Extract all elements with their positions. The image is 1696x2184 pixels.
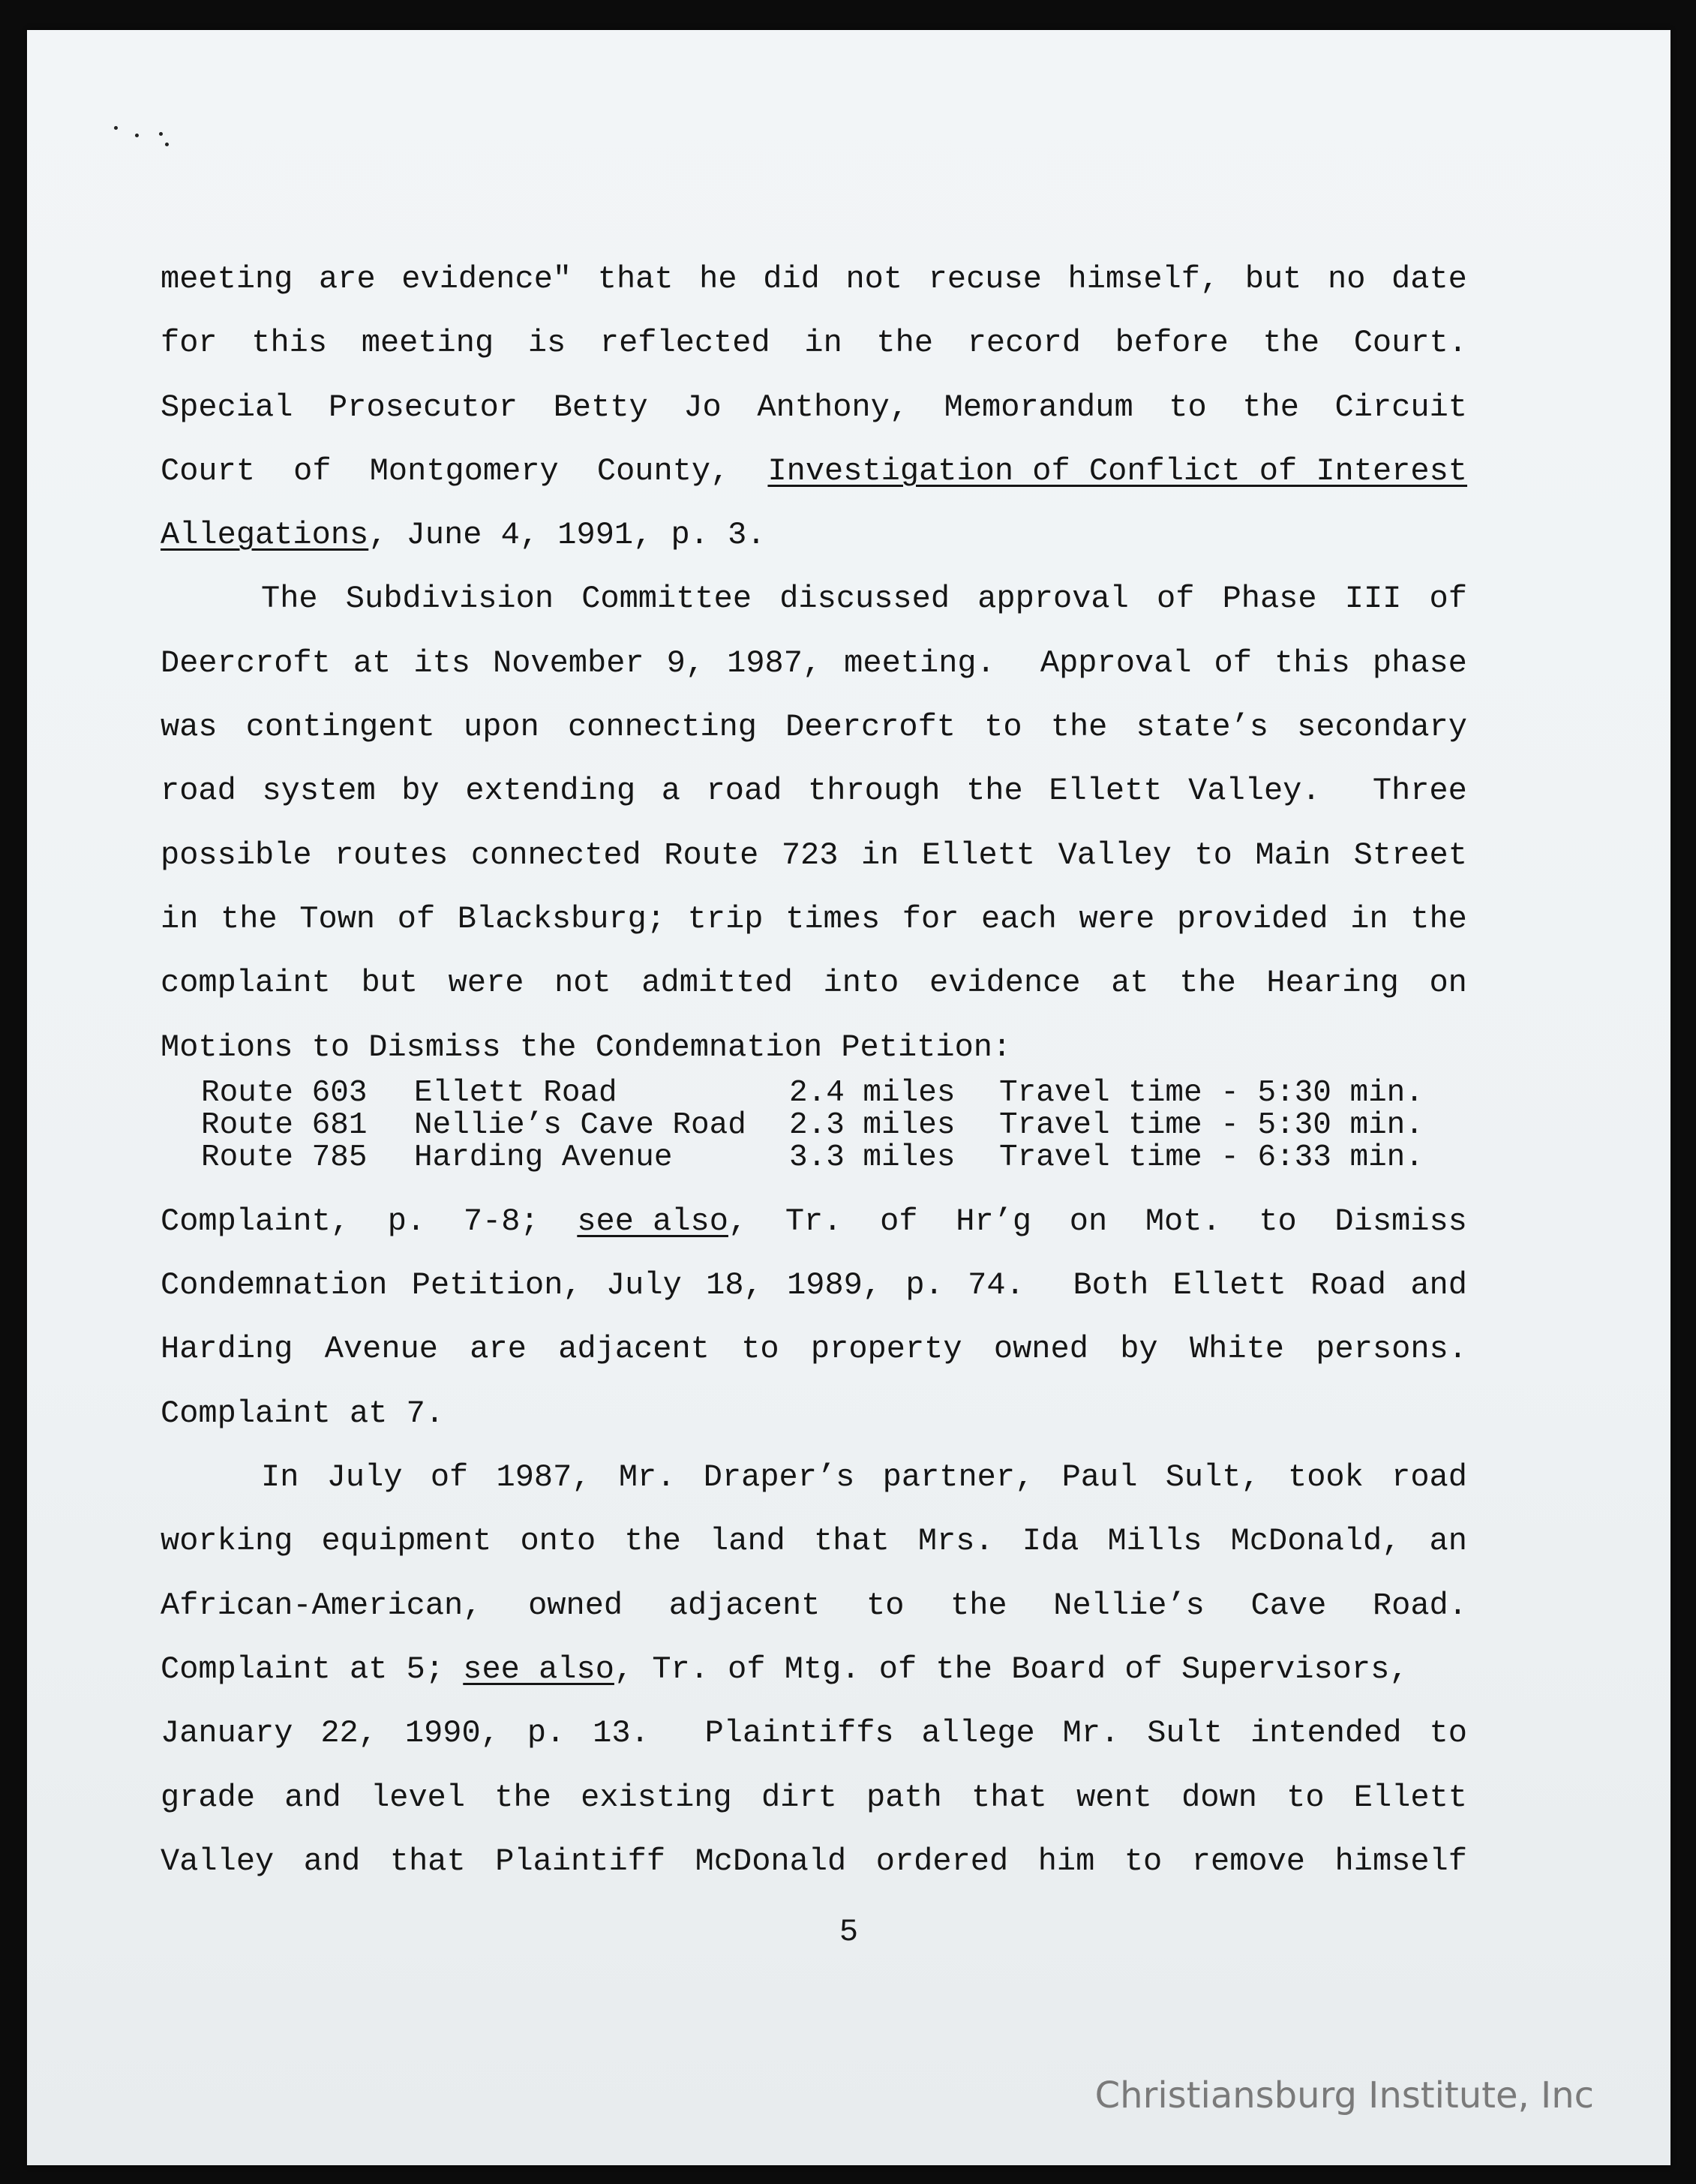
word: p. bbox=[387, 1203, 426, 1239]
word: road bbox=[706, 773, 782, 810]
word: but bbox=[361, 965, 419, 1002]
word: road bbox=[161, 773, 236, 810]
word: Mr. bbox=[618, 1459, 676, 1496]
word: contingent bbox=[245, 709, 435, 746]
word: Main bbox=[1255, 837, 1331, 873]
word: Mrs. bbox=[917, 1523, 994, 1560]
word: date bbox=[1391, 261, 1467, 297]
word: each bbox=[981, 900, 1057, 937]
word: July bbox=[326, 1459, 403, 1496]
word: to bbox=[1429, 1715, 1467, 1752]
word: Committee bbox=[581, 581, 752, 617]
text-line bbox=[161, 824, 1467, 888]
word: discussed bbox=[779, 581, 950, 617]
word: land bbox=[710, 1523, 785, 1560]
word: remove bbox=[1191, 1843, 1306, 1879]
word: III bbox=[1344, 581, 1402, 617]
word: owned bbox=[528, 1587, 623, 1624]
text-line bbox=[161, 632, 1467, 695]
word: see also bbox=[577, 1203, 728, 1239]
word: and bbox=[1410, 1267, 1467, 1304]
word: to bbox=[866, 1587, 905, 1624]
word: of bbox=[1429, 581, 1467, 617]
word: through bbox=[808, 773, 941, 810]
word: Anthony, bbox=[757, 389, 909, 425]
word: Deercroft bbox=[785, 709, 956, 746]
word: path bbox=[866, 1779, 942, 1816]
route-distance: 2.4 miles bbox=[789, 1075, 956, 1110]
route-distance: 2.3 miles bbox=[789, 1107, 956, 1143]
word: phase bbox=[1372, 644, 1467, 681]
word: see also bbox=[463, 1651, 614, 1687]
scan-specks bbox=[87, 90, 237, 150]
text-line bbox=[161, 567, 1467, 631]
word: White bbox=[1189, 1331, 1284, 1368]
word: in bbox=[1350, 900, 1388, 937]
word: African-American, bbox=[161, 1587, 482, 1624]
word: he bbox=[699, 261, 737, 297]
word: Paul bbox=[1061, 1459, 1138, 1496]
word: The bbox=[261, 581, 318, 617]
route-row bbox=[201, 1107, 1467, 1143]
word: of bbox=[397, 900, 436, 937]
word: meeting. bbox=[844, 644, 995, 681]
word: Town bbox=[299, 900, 376, 937]
word: p. bbox=[527, 1715, 566, 1752]
word: an bbox=[1429, 1523, 1467, 1560]
route-name: Ellett Road bbox=[414, 1075, 617, 1110]
word: level bbox=[371, 1779, 466, 1816]
word: meeting bbox=[361, 325, 494, 362]
word: connected bbox=[470, 837, 641, 873]
word: its bbox=[413, 644, 470, 681]
word: Blacksburg; bbox=[457, 900, 666, 937]
word: possible bbox=[161, 837, 312, 873]
word: Special bbox=[161, 389, 293, 425]
word: that bbox=[389, 1843, 466, 1879]
text-line bbox=[161, 440, 1467, 503]
word: took bbox=[1288, 1459, 1364, 1496]
word: were bbox=[448, 965, 524, 1002]
word: to bbox=[741, 1331, 779, 1368]
text-line bbox=[161, 1016, 1467, 1080]
word: Court bbox=[161, 452, 256, 489]
word: Cave bbox=[1250, 1587, 1327, 1624]
word: Sult bbox=[1147, 1715, 1223, 1752]
word: Plaintiff bbox=[495, 1843, 666, 1879]
word: in bbox=[161, 900, 199, 937]
word: adjacent bbox=[668, 1587, 821, 1624]
word: Nellie’s bbox=[1053, 1587, 1205, 1624]
word: a bbox=[661, 773, 680, 810]
route-distance: 3.3 miles bbox=[789, 1140, 956, 1175]
word: state’s bbox=[1136, 709, 1268, 746]
word: for bbox=[902, 900, 959, 937]
route-name: Nellie’s Cave Road bbox=[414, 1107, 746, 1143]
word: the bbox=[966, 773, 1023, 810]
text-line bbox=[161, 1190, 1467, 1254]
route-row bbox=[201, 1077, 1467, 1110]
word: to bbox=[1194, 837, 1232, 873]
word: Court. bbox=[1353, 325, 1467, 362]
word: Jo bbox=[683, 389, 722, 425]
text-line bbox=[161, 1382, 1467, 1446]
word: intended bbox=[1250, 1715, 1402, 1752]
text-line bbox=[161, 248, 1467, 311]
word: was bbox=[161, 709, 218, 746]
word: Motions to Dismiss the Condemnation Petition: bbox=[161, 1029, 1012, 1065]
word: onto bbox=[520, 1523, 596, 1560]
word: no bbox=[1328, 261, 1366, 297]
word: admitted bbox=[641, 965, 793, 1002]
word: at bbox=[353, 644, 392, 681]
word: this bbox=[251, 325, 328, 362]
word: of bbox=[880, 1203, 918, 1239]
word: Complaint, bbox=[161, 1203, 350, 1239]
word: did bbox=[763, 261, 820, 297]
word: Valley. bbox=[1188, 773, 1321, 810]
word: in bbox=[860, 837, 899, 873]
word: that bbox=[971, 1779, 1047, 1816]
word: is bbox=[527, 325, 566, 362]
word: the bbox=[876, 325, 934, 362]
word: the bbox=[1242, 389, 1299, 425]
word: by bbox=[401, 773, 440, 810]
word: the bbox=[1262, 325, 1320, 362]
route-number: Route 681 bbox=[201, 1107, 368, 1143]
word: recuse bbox=[928, 261, 1042, 297]
word: to bbox=[1286, 1779, 1325, 1816]
word: Road bbox=[1310, 1267, 1386, 1304]
word: Valley bbox=[1058, 837, 1172, 873]
word: Prosecutor bbox=[329, 389, 518, 425]
word: and bbox=[284, 1779, 341, 1816]
word: Sult, bbox=[1165, 1459, 1260, 1496]
word: meeting bbox=[161, 261, 293, 297]
word: of bbox=[293, 452, 332, 489]
route-number: Route 785 bbox=[201, 1140, 368, 1175]
word: of bbox=[430, 1459, 469, 1496]
word: that bbox=[813, 1523, 890, 1560]
text-line bbox=[161, 695, 1467, 759]
word: the bbox=[1410, 900, 1467, 937]
text-line bbox=[161, 1254, 1467, 1317]
word: on bbox=[1429, 965, 1467, 1002]
word: 9, bbox=[666, 644, 705, 681]
word: Hr’g bbox=[956, 1203, 1032, 1239]
text-line bbox=[161, 1446, 1467, 1510]
word: Approval bbox=[1040, 644, 1192, 681]
text-line bbox=[161, 951, 1467, 1015]
word: down bbox=[1181, 1779, 1257, 1816]
word: 723 bbox=[781, 837, 839, 873]
watermark: Christiansburg Institute, Inc bbox=[1094, 2074, 1594, 2116]
text-line bbox=[161, 1638, 1467, 1702]
speck bbox=[159, 132, 163, 136]
word: routes bbox=[335, 837, 449, 873]
word: existing bbox=[581, 1779, 732, 1816]
word: system bbox=[262, 773, 376, 810]
text-line bbox=[161, 1702, 1467, 1765]
text-line bbox=[161, 888, 1467, 951]
text-line bbox=[161, 1766, 1467, 1830]
word: in bbox=[804, 325, 842, 362]
text-line bbox=[161, 1830, 1467, 1894]
word: Mills bbox=[1107, 1523, 1202, 1560]
word: provided bbox=[1176, 900, 1328, 937]
word: January bbox=[161, 1715, 293, 1752]
word: Circuit bbox=[1334, 389, 1467, 425]
word: went bbox=[1076, 1779, 1152, 1816]
word: Betty bbox=[553, 389, 648, 425]
word: Tr. bbox=[785, 1203, 842, 1239]
word: the bbox=[221, 900, 278, 937]
word: 18, bbox=[706, 1267, 763, 1304]
word: 1987, bbox=[727, 644, 822, 681]
word: Deercroft bbox=[161, 644, 331, 681]
word: Allegations bbox=[161, 517, 369, 554]
word: not bbox=[845, 261, 903, 297]
word: Montgomery bbox=[369, 452, 559, 489]
word: allege bbox=[921, 1715, 1035, 1752]
word: himself, bbox=[1067, 261, 1220, 297]
word: persons. bbox=[1316, 1331, 1467, 1368]
word: to bbox=[1124, 1843, 1163, 1879]
word: to bbox=[984, 709, 1022, 746]
word: evidence" bbox=[401, 261, 572, 297]
word: ordered bbox=[875, 1843, 1009, 1879]
word: Both bbox=[1073, 1267, 1149, 1304]
word: Complaint at 7. bbox=[161, 1395, 445, 1431]
word: Ellett bbox=[1172, 1267, 1286, 1304]
word: Street bbox=[1353, 837, 1467, 873]
word: working bbox=[161, 1523, 293, 1560]
word: Dismiss bbox=[1334, 1203, 1467, 1239]
word: Hearing bbox=[1266, 965, 1399, 1002]
word: Investigation of Conflict of Interest bbox=[767, 452, 1467, 489]
word: partner, bbox=[882, 1459, 1034, 1496]
word: Mr. bbox=[1062, 1715, 1120, 1752]
word: Ellett bbox=[1353, 1779, 1467, 1816]
word: that bbox=[597, 261, 674, 297]
word: road bbox=[1391, 1459, 1467, 1496]
word: and bbox=[303, 1843, 361, 1879]
word: the bbox=[950, 1587, 1007, 1624]
word: trip bbox=[687, 900, 764, 937]
word: himself bbox=[1334, 1843, 1467, 1879]
word: to bbox=[1259, 1203, 1297, 1239]
text-line bbox=[161, 503, 1467, 567]
route-number: Route 603 bbox=[201, 1075, 368, 1110]
word: this bbox=[1274, 644, 1350, 681]
word: complaint bbox=[161, 965, 331, 1002]
word: at bbox=[1111, 965, 1149, 1002]
word: grade bbox=[161, 1779, 256, 1816]
word: approval bbox=[977, 581, 1129, 617]
word: the bbox=[624, 1523, 681, 1560]
word: County, bbox=[596, 452, 730, 489]
word: adjacent bbox=[558, 1331, 710, 1368]
word: record bbox=[967, 325, 1081, 362]
word: of bbox=[1156, 581, 1195, 617]
word: Route bbox=[664, 837, 759, 873]
word: the bbox=[494, 1779, 551, 1816]
word: were bbox=[1079, 900, 1155, 937]
word: Memorandum bbox=[944, 389, 1133, 425]
route-travel-time: Travel time - 5:30 min. bbox=[999, 1075, 1424, 1110]
route-travel-time: Travel time - 6:33 min. bbox=[999, 1140, 1424, 1175]
word: dirt bbox=[761, 1779, 837, 1816]
word: are bbox=[470, 1331, 527, 1368]
word: 1989, bbox=[787, 1267, 882, 1304]
word: before bbox=[1115, 325, 1229, 362]
word: July bbox=[605, 1267, 682, 1304]
word: Ida bbox=[1022, 1523, 1079, 1560]
text-line bbox=[161, 759, 1467, 823]
word: owned bbox=[993, 1331, 1088, 1368]
word: Subdivision bbox=[345, 581, 554, 617]
word: 1987, bbox=[496, 1459, 591, 1496]
word: of bbox=[1214, 644, 1252, 681]
word: Draper’s bbox=[703, 1459, 855, 1496]
word: Harding bbox=[161, 1331, 293, 1368]
word: to bbox=[1169, 389, 1207, 425]
speck bbox=[114, 126, 118, 130]
text-line bbox=[161, 376, 1467, 440]
word: him bbox=[1037, 1843, 1095, 1879]
word: November bbox=[492, 644, 644, 681]
route-name: Harding Avenue bbox=[414, 1140, 673, 1175]
see-also-citation bbox=[577, 1190, 747, 1254]
word: 74. bbox=[968, 1267, 1025, 1304]
word: connecting bbox=[567, 709, 758, 746]
body-text bbox=[161, 248, 1467, 1894]
word: , bbox=[728, 1203, 748, 1239]
word: Ellett bbox=[1049, 773, 1163, 810]
route-row bbox=[201, 1142, 1467, 1174]
word: 7-8; bbox=[463, 1203, 539, 1239]
word: Avenue bbox=[324, 1331, 438, 1368]
word: Plaintiffs bbox=[704, 1715, 894, 1752]
word: by bbox=[1120, 1331, 1158, 1368]
text-line bbox=[161, 311, 1467, 375]
word: are bbox=[319, 261, 376, 297]
word: Ellett bbox=[921, 837, 1036, 873]
word: McDonald bbox=[695, 1843, 847, 1879]
word: equipment bbox=[321, 1523, 492, 1560]
word: 1990, bbox=[404, 1715, 500, 1752]
word: , June 4, 1991, p. 3. bbox=[368, 517, 766, 554]
word: McDonald, bbox=[1230, 1523, 1401, 1560]
word: reflected bbox=[599, 325, 770, 362]
routes-table bbox=[201, 1077, 1467, 1187]
word: on bbox=[1069, 1203, 1108, 1239]
word: upon bbox=[463, 709, 539, 746]
word: evidence bbox=[929, 965, 1081, 1002]
word: the bbox=[1050, 709, 1108, 746]
word: secondary bbox=[1297, 709, 1467, 746]
route-travel-time: Travel time - 5:30 min. bbox=[999, 1107, 1424, 1143]
word: Three bbox=[1372, 773, 1467, 810]
word: Petition, bbox=[411, 1267, 582, 1304]
word: not bbox=[554, 965, 611, 1002]
text-line bbox=[161, 1510, 1467, 1573]
word: Mot. bbox=[1145, 1203, 1221, 1239]
word: times bbox=[785, 900, 881, 937]
word: Complaint at 5; bbox=[161, 1651, 464, 1687]
word: Valley bbox=[161, 1843, 275, 1879]
word: 22, bbox=[320, 1715, 377, 1752]
word: Road. bbox=[1372, 1587, 1467, 1624]
document-page bbox=[27, 30, 1670, 2165]
word: In bbox=[261, 1459, 299, 1496]
word: extending bbox=[465, 773, 636, 810]
word: Condemnation bbox=[161, 1267, 388, 1304]
page-number: 5 bbox=[839, 1914, 859, 1950]
word: property bbox=[810, 1331, 962, 1368]
word: for bbox=[161, 325, 218, 362]
text-line bbox=[161, 1317, 1467, 1381]
word: into bbox=[823, 965, 899, 1002]
speck bbox=[135, 134, 139, 137]
word: , Tr. of Mtg. of the Board of Supervisors, bbox=[614, 1651, 1409, 1687]
word: but bbox=[1244, 261, 1302, 297]
text-line bbox=[161, 1574, 1467, 1638]
word: 13. bbox=[593, 1715, 650, 1752]
word: p. bbox=[905, 1267, 944, 1304]
speck bbox=[165, 143, 169, 146]
word: the bbox=[1179, 965, 1236, 1002]
word: Phase bbox=[1222, 581, 1317, 617]
